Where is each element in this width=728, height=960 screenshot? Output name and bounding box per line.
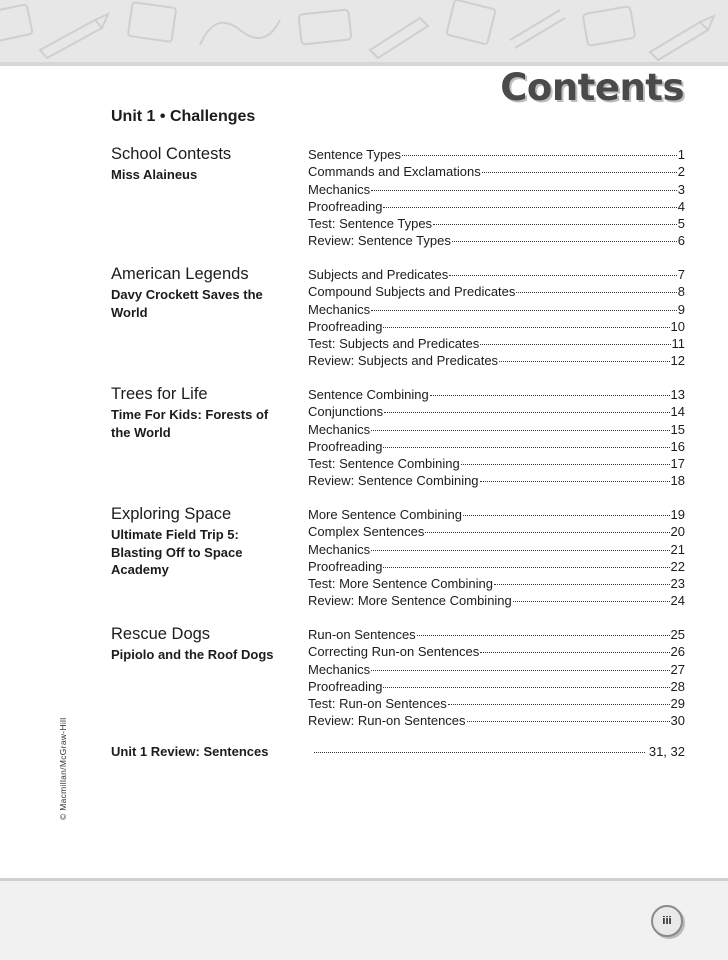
toc-entry-label: Proofreading [308, 318, 383, 334]
toc-entry[interactable] [308, 216, 685, 233]
toc-entry[interactable] [308, 164, 685, 181]
toc-entry-label: Mechanics [308, 181, 371, 197]
story-subtitle: Pipiolo and the Roof Dogs [111, 647, 274, 662]
dot-leader [402, 155, 677, 156]
page-title: Contents [500, 66, 684, 109]
toc-entry-label: Proofreading [308, 438, 383, 454]
dot-leader [425, 532, 669, 533]
toc-entry[interactable] [308, 576, 685, 593]
header-doodle-band [0, 0, 728, 62]
toc-entry[interactable] [308, 353, 685, 370]
toc-entry[interactable] [308, 182, 685, 199]
toc-entry-page: 9 [677, 301, 685, 317]
toc-entry-label: Review: Sentence Types [308, 233, 451, 249]
toc-entry-label: Test: Sentence Combining [308, 456, 460, 472]
toc-entry-label: Mechanics [308, 301, 371, 317]
toc-entry-label: Review: Subjects and Predicates [308, 353, 499, 369]
toc-entry[interactable] [308, 559, 685, 576]
dot-leader [433, 224, 677, 225]
dot-leader [480, 344, 670, 345]
toc-entry-label: Test: Subjects and Predicates [308, 336, 480, 352]
toc-entry-label: Conjunctions [308, 404, 384, 420]
unit-heading: Unit 1 • Challenges [111, 108, 256, 125]
toc-entry-page: 14 [670, 404, 685, 420]
toc-entry-page: 18 [670, 473, 685, 489]
toc-list [308, 625, 685, 731]
toc-entry[interactable] [308, 505, 685, 524]
toc-entry-page: 17 [670, 456, 685, 472]
toc-entry[interactable] [308, 319, 685, 336]
toc-entry[interactable] [308, 644, 685, 661]
dot-leader [383, 687, 669, 688]
dot-leader [430, 395, 670, 396]
toc-entry-page: 30 [670, 713, 685, 729]
toc-entry-page: 12 [670, 353, 685, 369]
toc-entry[interactable] [308, 199, 685, 216]
toc-entry-page: 22 [670, 558, 685, 574]
toc-entry-page: 7 [677, 267, 685, 282]
story-subtitle: Miss Alaineus [111, 167, 198, 182]
dot-leader [449, 275, 677, 276]
toc-entry-page: 1 [677, 147, 685, 162]
story-title: American Legends [111, 265, 249, 283]
toc-entry-page: 20 [670, 524, 685, 540]
toc-entry-page: 27 [670, 661, 685, 677]
dot-leader [383, 447, 669, 448]
dot-leader [384, 412, 669, 413]
footer-band [0, 881, 728, 960]
toc-entry-label: Subjects and Predicates [308, 267, 449, 282]
dot-leader [494, 584, 670, 585]
toc-entry-label: Proofreading [308, 678, 383, 694]
toc-entry[interactable] [308, 422, 685, 439]
story-subtitle: Davy Crockett Saves the World [111, 287, 263, 320]
dot-leader [448, 704, 670, 705]
toc-entry-page: 6 [677, 233, 685, 249]
story-subtitle: Ultimate Field Trip 5: Blasting Off to Space Academy [111, 527, 243, 577]
dot-leader [516, 292, 676, 293]
toc-entry-page: 10 [670, 318, 685, 334]
toc-entry[interactable] [308, 473, 685, 490]
toc-entry-page: 26 [670, 644, 685, 660]
page-number-badge: iii [651, 905, 683, 937]
toc-entry-page: 13 [670, 387, 685, 402]
toc-entry-label: Test: More Sentence Combining [308, 576, 493, 592]
dot-leader [463, 515, 670, 516]
toc-entry-page: 24 [670, 593, 685, 609]
dot-leader [482, 172, 677, 173]
toc-entry-page: 23 [670, 576, 685, 592]
dot-leader [417, 635, 670, 636]
toc-entry-page: 11 [671, 336, 685, 352]
dot-leader [499, 361, 669, 362]
toc-entry-label: Mechanics [308, 541, 371, 557]
toc-entry[interactable] [308, 439, 685, 456]
toc-entry-page: 19 [670, 507, 685, 522]
dot-leader [452, 241, 677, 242]
toc-entry[interactable] [308, 385, 685, 404]
toc-list [308, 505, 685, 611]
story-title: Trees for Life [111, 385, 208, 403]
dot-leader [371, 310, 677, 311]
toc-entry[interactable] [308, 233, 685, 250]
toc-entry[interactable] [308, 404, 685, 421]
toc-entry-page: 15 [670, 421, 685, 437]
dot-leader [480, 481, 670, 482]
dot-leader [371, 190, 677, 191]
unit-review-entry[interactable] [111, 744, 685, 762]
toc-entry-label: Test: Run-on Sentences [308, 696, 447, 712]
copyright-notice: © Macmillan/McGraw-Hill [58, 717, 68, 820]
toc-entry-label: Mechanics [308, 661, 371, 677]
dot-leader [461, 464, 670, 465]
toc-entry[interactable] [308, 696, 685, 713]
dot-leader [513, 601, 670, 602]
toc-entry-label: Commands and Exclamations [308, 164, 481, 180]
school-supplies-doodles [0, 0, 728, 62]
toc-entry[interactable] [308, 302, 685, 319]
toc-entry-page: 2 [677, 164, 685, 180]
toc-entry-label: Sentence Types [308, 147, 401, 162]
toc-entry[interactable] [308, 524, 685, 541]
story-title: Rescue Dogs [111, 625, 211, 643]
toc-entry-label: Review: More Sentence Combining [308, 593, 512, 609]
toc-entry[interactable] [308, 542, 685, 559]
toc-entry-label: Correcting Run-on Sentences [308, 644, 480, 660]
dot-leader [314, 752, 645, 753]
toc-entry[interactable] [308, 662, 685, 679]
toc-entry-page: 5 [677, 216, 685, 232]
toc-entry-label: Complex Sentences [308, 524, 425, 540]
toc-entry-label: Proofreading [308, 558, 383, 574]
toc-entry[interactable] [308, 284, 685, 301]
toc-entry-label: Review: Sentence Combining [308, 473, 479, 489]
toc-entry-page: 29 [670, 696, 685, 712]
toc-entry[interactable] [308, 145, 685, 164]
toc-entry-page: 25 [670, 627, 685, 642]
story-title: Exploring Space [111, 505, 232, 523]
toc-entry-label: Mechanics [308, 421, 371, 437]
toc-entry-label: Sentence Combining [308, 387, 429, 402]
unit-review-pages: 31, 32 [648, 744, 685, 759]
toc-list [308, 385, 685, 491]
toc-entry-label: Compound Subjects and Predicates [308, 284, 516, 300]
toc-entry-label: More Sentence Combining [308, 507, 462, 522]
toc-entry-label: Run-on Sentences [308, 627, 416, 642]
toc-entry[interactable] [308, 625, 685, 644]
toc-entry-page: 28 [670, 678, 685, 694]
dot-leader [383, 567, 669, 568]
toc-entry-page: 3 [677, 181, 685, 197]
story-subtitle: Time For Kids: Forests of the World [111, 407, 269, 440]
toc-entry-page: 21 [670, 541, 685, 557]
toc-entry[interactable] [308, 336, 685, 353]
toc-entry[interactable] [308, 679, 685, 696]
toc-list [308, 265, 685, 371]
toc-entry[interactable] [308, 593, 685, 610]
toc-entry-page: 16 [670, 438, 685, 454]
toc-entry-label: Proofreading [308, 198, 383, 214]
toc-entry[interactable] [308, 456, 685, 473]
toc-entry[interactable] [308, 713, 685, 730]
dot-leader [383, 207, 676, 208]
toc-entry-label: Review: Run-on Sentences [308, 713, 466, 729]
dot-leader [383, 327, 669, 328]
toc-entry-page: 4 [677, 198, 685, 214]
dot-leader [480, 652, 669, 653]
toc-entry-page: 8 [677, 284, 685, 300]
unit-review-label: Unit 1 Review: Sentences [111, 744, 269, 759]
dot-leader [467, 721, 670, 722]
toc-entry[interactable] [308, 265, 685, 284]
toc-list [308, 145, 685, 251]
dot-leader [371, 550, 669, 551]
dot-leader [371, 670, 669, 671]
story-title: School Contests [111, 145, 232, 163]
toc-entry-label: Test: Sentence Types [308, 216, 433, 232]
dot-leader [371, 430, 669, 431]
